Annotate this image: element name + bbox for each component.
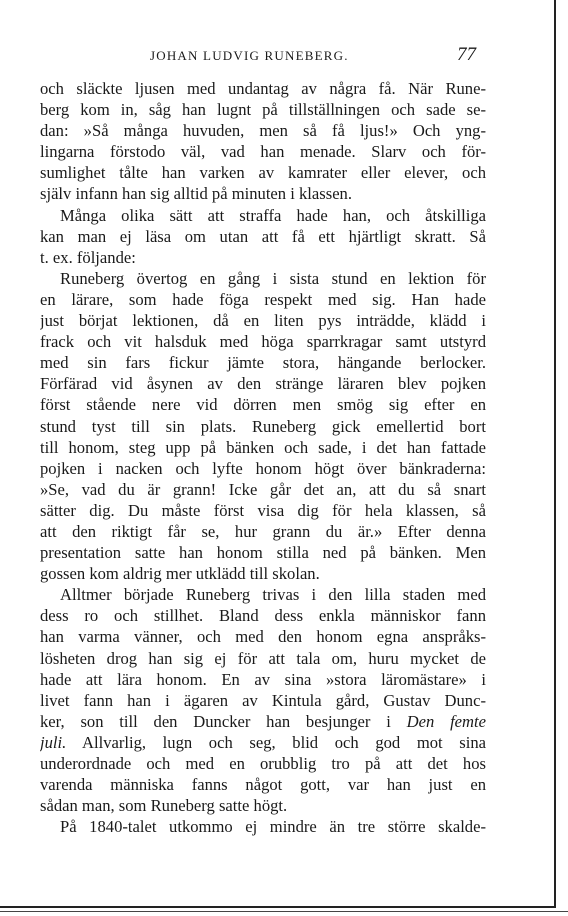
line-text: själv infann han sig alltid på minuten i klassen.	[40, 184, 352, 204]
text-line	[40, 226, 486, 247]
text-line	[40, 416, 486, 437]
line-text: livet fann han i ägaren av Kintula gård, Gustav Dunc-	[40, 690, 486, 710]
text-line	[40, 183, 486, 204]
line-text: med sin fars fickur jämte stora, hängande berlocker.	[40, 353, 486, 373]
italic-title: Den femte	[406, 711, 486, 731]
text-line	[40, 605, 486, 626]
line-text: Förfärad vid åsynen av den stränge läraren blev pojken	[40, 374, 486, 394]
line-text: lingarna förstodo väl, vad han menade. Slarv och för-	[40, 142, 486, 162]
text-line	[40, 78, 486, 99]
line-text: att den riktigt får se, hur grann du är.» Efter denna	[40, 521, 486, 541]
text-line	[40, 205, 486, 226]
line-text: och släckte ljusen med undantag av några få. När Rune-	[40, 79, 486, 98]
text-line	[40, 268, 486, 289]
line-text: kan man ej läsa om utan att få ett hjärtligt skratt. Så	[40, 226, 486, 246]
text-line	[40, 373, 486, 394]
text-line	[40, 711, 486, 732]
body-text	[40, 78, 486, 837]
text-line	[40, 690, 486, 711]
text-line	[40, 162, 486, 183]
text-line	[40, 816, 486, 837]
line-text: Många olika sätt att straffa hade han, och åtskilliga	[60, 205, 486, 225]
text-line	[40, 289, 486, 310]
page-number: 77	[457, 44, 476, 65]
line-text: frack och vit halsduk med höga sparrkragar samt utstyrd	[40, 332, 486, 352]
line-text: ker, son till den Duncker han besjunger i	[40, 711, 391, 731]
line-text: hade att lära honom. En av sina »stora läromästare» i	[40, 669, 486, 689]
text-line	[40, 584, 486, 605]
line-text: dan: »Så många huvuden, men så få ljus!» Och yng-	[40, 121, 486, 141]
line-text: till honom, steg upp på bänken och sade, i det han fattade	[40, 437, 486, 457]
text-line	[40, 352, 486, 373]
text-line	[40, 99, 486, 120]
line-text: sätter dig. Du måste först visa dig för hela klassen, så	[40, 500, 486, 520]
line-text: stund tyst till sin plats. Runeberg gick emellertid bort	[40, 416, 486, 436]
text-line	[40, 563, 486, 584]
line-text: sådan man, som Runeberg satte högt.	[40, 796, 288, 816]
line-text: På 1840-talet utkommo ej mindre än tre större skalde-	[60, 817, 486, 837]
line-text: just börjat lektionen, då en liten pys inträdde, klädd i	[40, 311, 486, 331]
text-line	[40, 310, 486, 331]
text-line	[40, 774, 486, 795]
text-line	[40, 500, 486, 521]
text-line	[40, 331, 486, 352]
line-text: gossen kom aldrig mer utklädd till skolan.	[40, 564, 320, 584]
italic-title: juli.	[40, 732, 67, 752]
text-line	[40, 247, 486, 268]
text-line	[40, 479, 486, 500]
text-line	[40, 120, 486, 141]
line-text: en lärare, som hade föga respekt med sig. Han hade	[40, 289, 486, 309]
line-text: Runeberg övertog en gång i sista stund en lektion för	[60, 268, 486, 288]
running-head: JOHAN LUDVIG RUNEBERG.	[150, 48, 349, 63]
line-text: sumlighet tålte han varken av kamrater eller elever, och	[40, 163, 486, 183]
line-text: Alltmer började Runeberg trivas i den lilla staden med	[60, 585, 486, 605]
line-text: först stående nere vid dörren men smög sig efter en	[40, 395, 486, 415]
line-text: »Se, vad du är grann! Icke går det an, att du så snart	[40, 479, 486, 499]
text-line	[40, 141, 486, 162]
text-line	[40, 795, 486, 816]
line-text: t. ex. följande:	[40, 247, 136, 267]
line-text: lösheten drog han sig ej för att tala om, huru mycket de	[40, 648, 486, 668]
text-line	[40, 394, 486, 415]
text-line	[40, 458, 486, 479]
text-line	[40, 732, 486, 753]
text-line	[40, 753, 486, 774]
line-text: presentation satte han honom stilla ned på bänken. Men	[40, 543, 486, 563]
line-text: varenda människa fanns något gott, var han just en	[40, 775, 486, 795]
page-header	[0, 44, 556, 68]
line-text: berg kom in, såg han lugnt på tillställningen och sade se-	[40, 100, 486, 120]
bottom-rule	[0, 911, 568, 912]
text-line	[40, 542, 486, 563]
line-text: Allvarlig, lugn och seg, blid och god mot sina	[82, 732, 486, 752]
line-text: underordnade och med en orubblig tro på att det hos	[40, 754, 486, 773]
text-line	[40, 669, 486, 690]
line-text: han varma vänner, och med den honom egna anspråks-	[40, 627, 486, 647]
line-text: dess ro och stillhet. Bland dess enkla människor fann	[40, 606, 486, 626]
text-line	[40, 521, 486, 542]
line-text: pojken i nacken och lyfte honom högt över bänkraderna:	[40, 458, 486, 478]
text-line	[40, 437, 486, 458]
text-line	[40, 648, 486, 669]
text-line	[40, 626, 486, 647]
